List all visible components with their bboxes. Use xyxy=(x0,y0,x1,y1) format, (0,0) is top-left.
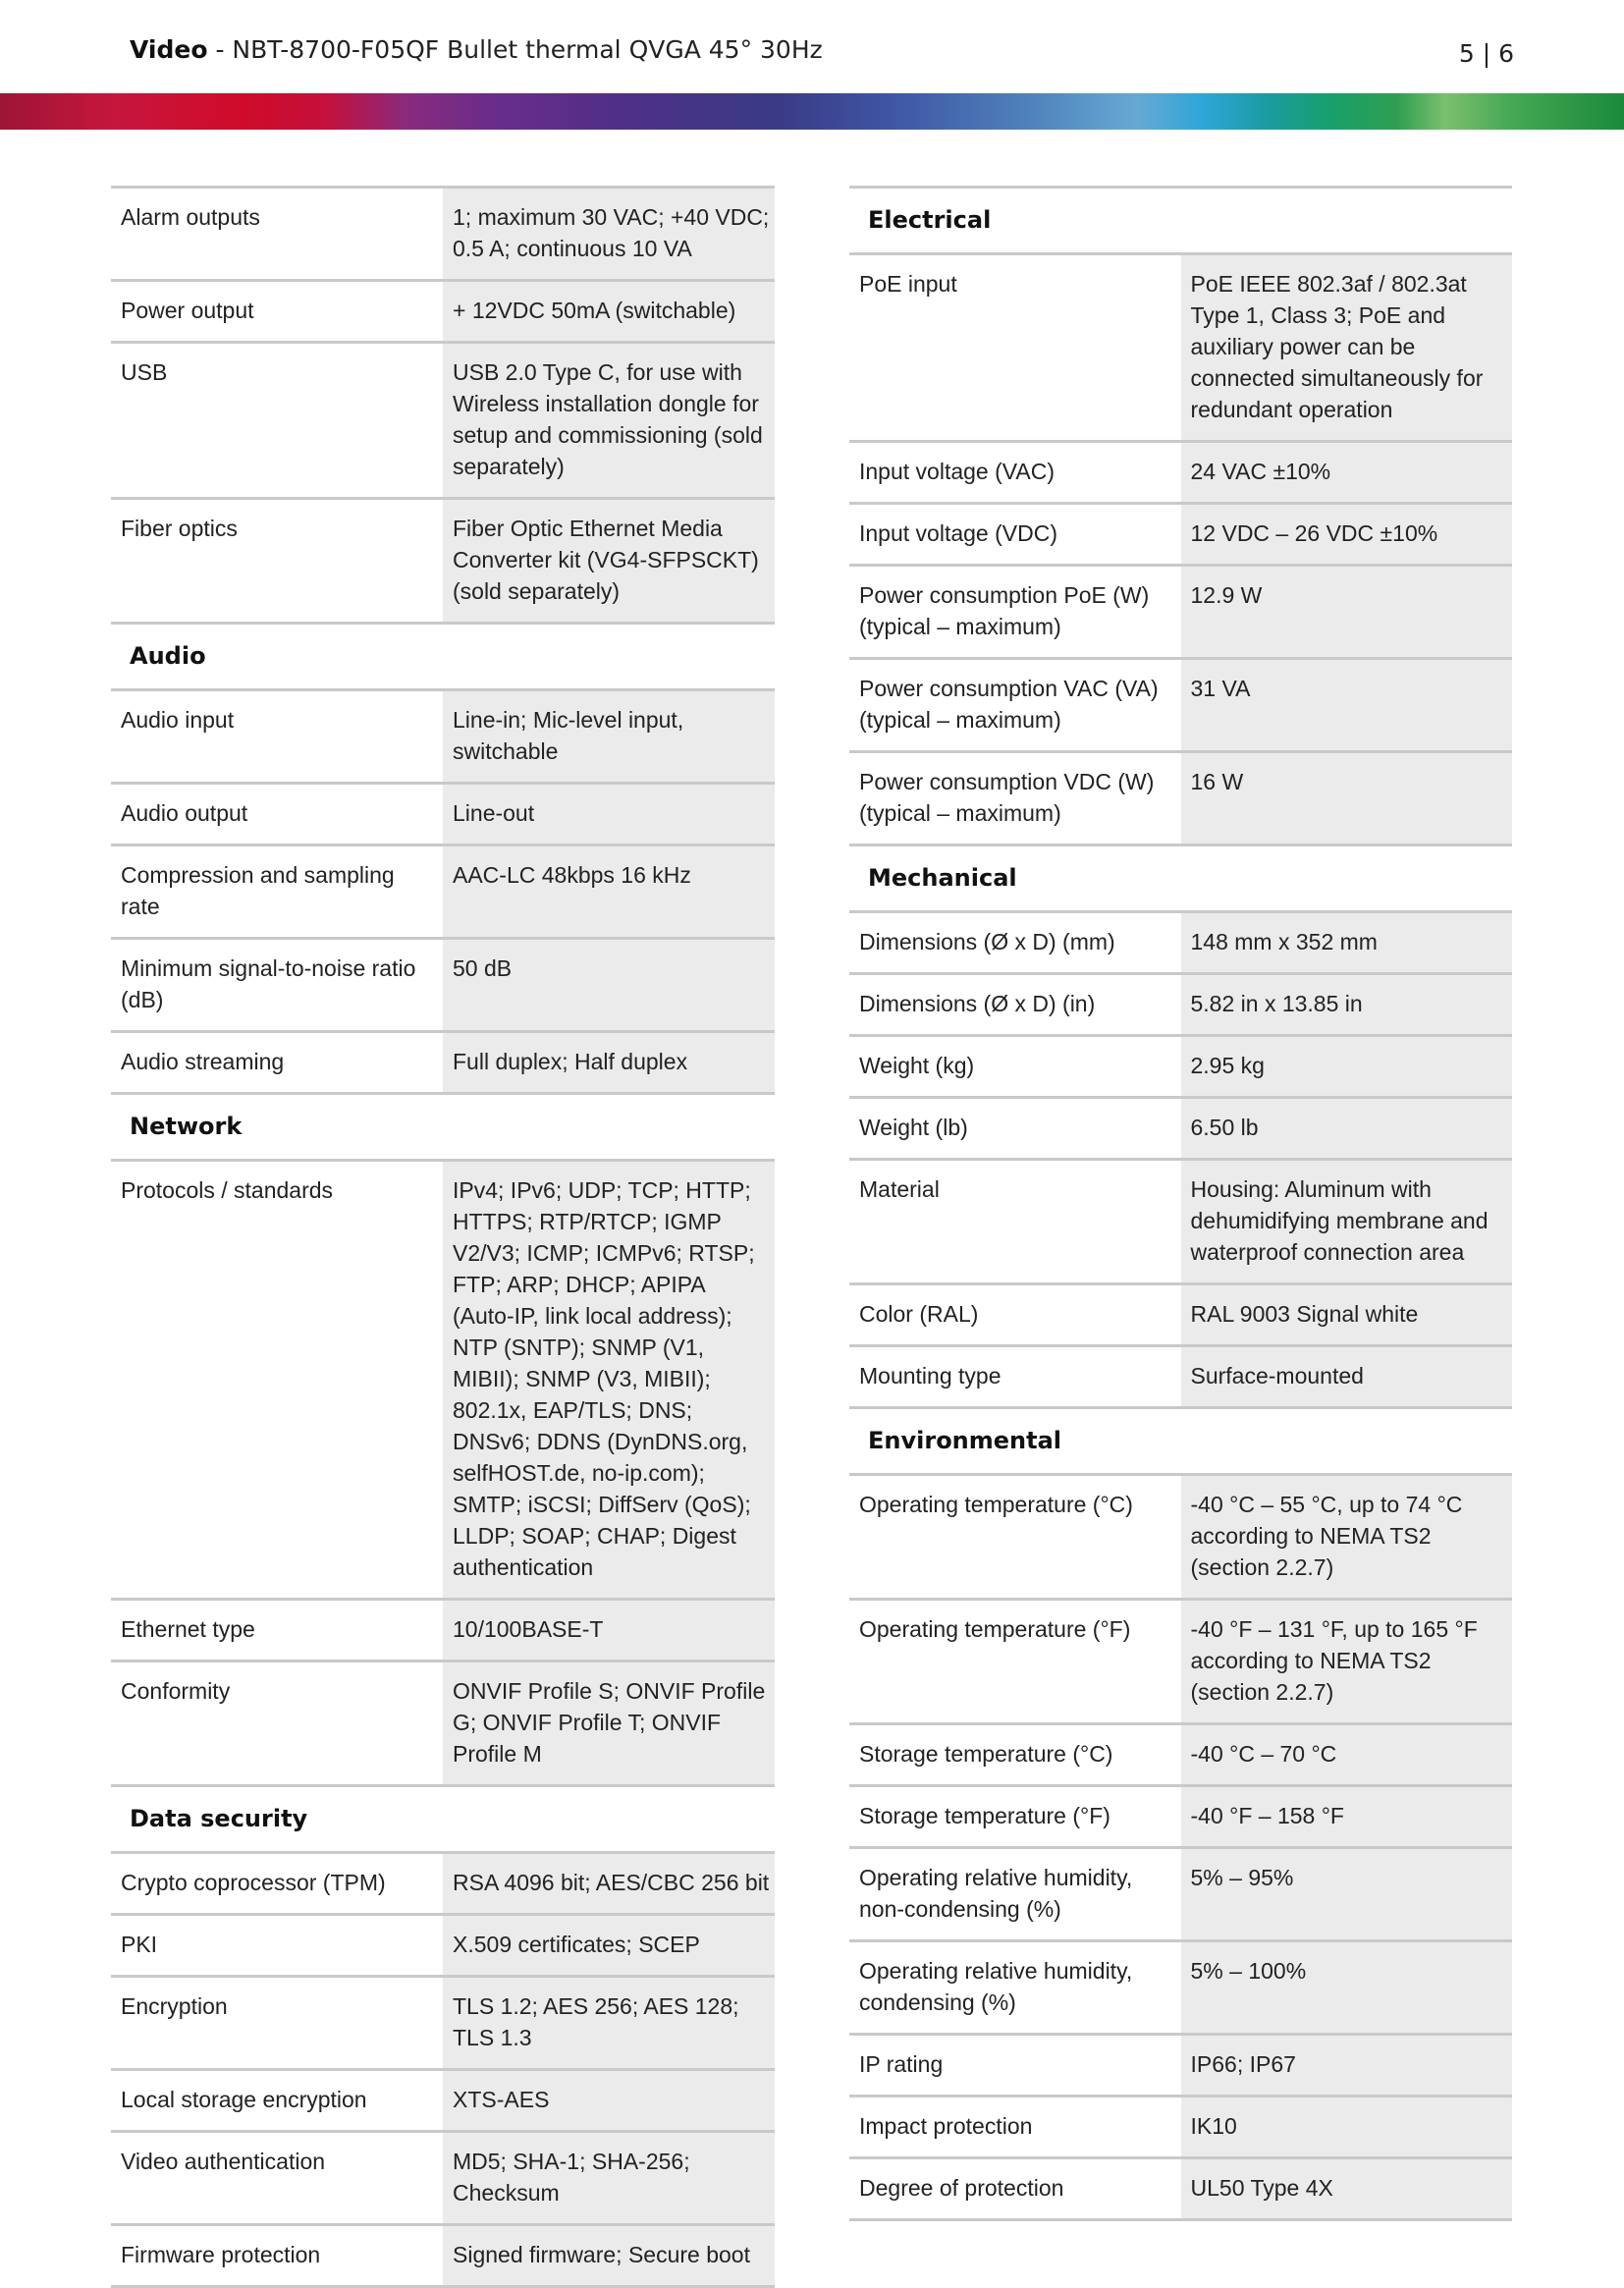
section-heading: Environmental xyxy=(849,1408,1512,1475)
spec-label: Audio output xyxy=(111,784,443,845)
right-spec-column xyxy=(849,186,1512,2221)
spec-label: USB xyxy=(111,343,443,499)
header-product-title: - NBT-8700-F05QF Bullet thermal QVGA 45° 30Hz xyxy=(207,35,823,64)
spec-label: Video authentication xyxy=(111,2132,443,2225)
spec-value: Full duplex; Half duplex xyxy=(443,1032,775,1094)
section-heading: Mechanical xyxy=(849,845,1512,912)
color-banner xyxy=(0,93,1624,130)
spec-label: Power consumption PoE (W) (typical – maximum) xyxy=(849,566,1181,659)
spec-label: Dimensions (Ø x D) (mm) xyxy=(849,912,1181,974)
spec-value: X.509 certificates; SCEP xyxy=(443,1915,775,1977)
spec-value: RSA 4096 bit; AES/CBC 256 bit xyxy=(443,1853,775,1915)
spec-value: 5% – 100% xyxy=(1181,1941,1513,2035)
spec-row xyxy=(849,2035,1512,2097)
spec-row xyxy=(849,1160,1512,1284)
spec-label: Conformity xyxy=(111,1662,443,1786)
spec-label: Fiber optics xyxy=(111,499,443,624)
spec-row xyxy=(849,566,1512,659)
spec-row xyxy=(111,281,775,343)
section-heading-row xyxy=(849,845,1512,912)
spec-row xyxy=(111,690,775,784)
spec-value: Line-in; Mic-level input, switchable xyxy=(443,690,775,784)
spec-value: -40 °C – 55 °C, up to 74 °C according to NEMA TS2 (section 2.2.7) xyxy=(1181,1475,1513,1600)
section-heading: Electrical xyxy=(849,188,1512,254)
spec-value: Surface-mounted xyxy=(1181,1346,1513,1408)
spec-value: IPv4; IPv6; UDP; TCP; HTTP; HTTPS; RTP/RTCP; IGMP V2/V3; ICMP; ICMPv6; RTSP; FTP; ARP; DHCP; APIPA (Auto-IP, link local address); NTP (SNTP); SNMP (V1, MIBII); SNMP (V3, MIBII); 802.1x, EAP/TLS; DNS; DNSv6; DDNS (DynDNS.org, selfHOST.de, no-ip.com); SMTP; iSCSI; DiffServ (QoS); LLDP; SOAP; CHAP; Digest authentication xyxy=(443,1161,775,1600)
spec-value: IK10 xyxy=(1181,2097,1513,2158)
spec-row xyxy=(111,1853,775,1915)
spec-row xyxy=(111,499,775,624)
spec-row xyxy=(111,343,775,499)
spec-row xyxy=(849,1848,1512,1941)
spec-value: IP66; IP67 xyxy=(1181,2035,1513,2097)
spec-row xyxy=(111,2225,775,2287)
spec-row xyxy=(849,1600,1512,1724)
spec-label: Storage temperature (°C) xyxy=(849,1724,1181,1786)
spec-value: Signed firmware; Secure boot xyxy=(443,2225,775,2287)
spec-row xyxy=(111,1600,775,1662)
right-spec-table xyxy=(849,186,1512,2221)
section-heading: Data security xyxy=(111,1786,775,1853)
spec-row xyxy=(111,1977,775,2070)
spec-label: Power consumption VDC (W) (typical – maximum) xyxy=(849,752,1181,845)
page-header-title xyxy=(130,35,823,64)
right-spec-table-body xyxy=(849,188,1512,2220)
spec-value: 148 mm x 352 mm xyxy=(1181,912,1513,974)
spec-row xyxy=(849,659,1512,752)
spec-value: 50 dB xyxy=(443,939,775,1032)
spec-row xyxy=(849,1475,1512,1600)
spec-label: IP rating xyxy=(849,2035,1181,2097)
spec-label: Compression and sampling rate xyxy=(111,845,443,939)
spec-value: -40 °F – 158 °F xyxy=(1181,1786,1513,1848)
spec-row xyxy=(111,1662,775,1786)
spec-label: Dimensions (Ø x D) (in) xyxy=(849,974,1181,1036)
spec-row xyxy=(849,1941,1512,2035)
spec-value: XTS-AES xyxy=(443,2070,775,2132)
spec-value: AAC-LC 48kbps 16 kHz xyxy=(443,845,775,939)
spec-value: ONVIF Profile S; ONVIF Profile G; ONVIF Profile T; ONVIF Profile M xyxy=(443,1662,775,1786)
spec-value: 16 W xyxy=(1181,752,1513,845)
section-heading: Network xyxy=(111,1094,775,1161)
spec-row xyxy=(849,912,1512,974)
spec-label: Power consumption VAC (VA) (typical – maximum) xyxy=(849,659,1181,752)
spec-label: Protocols / standards xyxy=(111,1161,443,1600)
spec-label: Impact protection xyxy=(849,2097,1181,2158)
spec-value: -40 °C – 70 °C xyxy=(1181,1724,1513,1786)
spec-value: 12 VDC – 26 VDC ±10% xyxy=(1181,504,1513,566)
spec-row xyxy=(111,1032,775,1094)
spec-row xyxy=(111,1161,775,1600)
section-heading-row xyxy=(111,1094,775,1161)
spec-row xyxy=(849,442,1512,504)
spec-row xyxy=(849,974,1512,1036)
spec-row xyxy=(111,845,775,939)
spec-row xyxy=(849,2158,1512,2220)
spec-value: 24 VAC ±10% xyxy=(1181,442,1513,504)
spec-value: PoE IEEE 802.3af / 802.3at Type 1, Class 3; PoE and auxiliary power can be connected simultaneously for redundant operation xyxy=(1181,254,1513,442)
spec-value: 12.9 W xyxy=(1181,566,1513,659)
spec-label: Firmware protection xyxy=(111,2225,443,2287)
spec-label: PKI xyxy=(111,1915,443,1977)
spec-value: + 12VDC 50mA (switchable) xyxy=(443,281,775,343)
spec-label: Material xyxy=(849,1160,1181,1284)
spec-row xyxy=(111,2132,775,2225)
spec-row xyxy=(849,1284,1512,1346)
spec-value: TLS 1.2; AES 256; AES 128; TLS 1.3 xyxy=(443,1977,775,2070)
spec-value: UL50 Type 4X xyxy=(1181,2158,1513,2220)
spec-row xyxy=(849,254,1512,442)
spec-value: 31 VA xyxy=(1181,659,1513,752)
spec-label: Storage temperature (°F) xyxy=(849,1786,1181,1848)
spec-label: PoE input xyxy=(849,254,1181,442)
spec-label: Power output xyxy=(111,281,443,343)
spec-value: 1; maximum 30 VAC; +40 VDC; 0.5 A; continuous 10 VA xyxy=(443,188,775,281)
spec-label: Crypto coprocessor (TPM) xyxy=(111,1853,443,1915)
spec-value: Housing: Aluminum with dehumidifying membrane and waterproof connection area xyxy=(1181,1160,1513,1284)
spec-value: 2.95 kg xyxy=(1181,1036,1513,1098)
spec-label: Input voltage (VDC) xyxy=(849,504,1181,566)
spec-label: Encryption xyxy=(111,1977,443,2070)
spec-row xyxy=(849,504,1512,566)
section-heading-row xyxy=(111,1786,775,1853)
spec-row xyxy=(849,1786,1512,1848)
left-spec-column xyxy=(111,186,775,2288)
spec-value: Line-out xyxy=(443,784,775,845)
section-heading: Audio xyxy=(111,624,775,690)
section-heading-row xyxy=(849,188,1512,254)
spec-label: Minimum signal-to-noise ratio (dB) xyxy=(111,939,443,1032)
spec-value: 5% – 95% xyxy=(1181,1848,1513,1941)
spec-value: Fiber Optic Ethernet Media Converter kit (VG4-SFPSCKT) (sold separately) xyxy=(443,499,775,624)
spec-value: USB 2.0 Type C, for use with Wireless installation dongle for setup and commissioning (sold separately) xyxy=(443,343,775,499)
section-heading-row xyxy=(849,1408,1512,1475)
page-number: 5 | 6 xyxy=(1458,39,1514,68)
spec-row xyxy=(111,784,775,845)
header-category: Video xyxy=(130,35,208,64)
spec-label: Ethernet type xyxy=(111,1600,443,1662)
left-spec-table xyxy=(111,186,775,2288)
section-heading-row xyxy=(111,624,775,690)
spec-row xyxy=(849,1724,1512,1786)
spec-label: Local storage encryption xyxy=(111,2070,443,2132)
spec-label: Degree of protection xyxy=(849,2158,1181,2220)
spec-value: RAL 9003 Signal white xyxy=(1181,1284,1513,1346)
spec-label: Alarm outputs xyxy=(111,188,443,281)
spec-value: MD5; SHA-1; SHA-256; Checksum xyxy=(443,2132,775,2225)
spec-label: Operating relative humidity, non-condensing (%) xyxy=(849,1848,1181,1941)
spec-row xyxy=(111,939,775,1032)
left-spec-table-body xyxy=(111,188,775,2287)
spec-row xyxy=(849,2097,1512,2158)
spec-row xyxy=(111,188,775,281)
spec-label: Audio streaming xyxy=(111,1032,443,1094)
spec-row xyxy=(849,1098,1512,1160)
spec-label: Input voltage (VAC) xyxy=(849,442,1181,504)
spec-row xyxy=(849,1036,1512,1098)
spec-label: Mounting type xyxy=(849,1346,1181,1408)
spec-label: Color (RAL) xyxy=(849,1284,1181,1346)
spec-row xyxy=(849,752,1512,845)
spec-label: Weight (kg) xyxy=(849,1036,1181,1098)
spec-label: Weight (lb) xyxy=(849,1098,1181,1160)
spec-label: Audio input xyxy=(111,690,443,784)
spec-value: 10/100BASE-T xyxy=(443,1600,775,1662)
spec-label: Operating relative humidity, condensing (%) xyxy=(849,1941,1181,2035)
spec-value: 6.50 lb xyxy=(1181,1098,1513,1160)
spec-row xyxy=(111,2070,775,2132)
spec-row xyxy=(111,1915,775,1977)
spec-value: -40 °F – 131 °F, up to 165 °F according to NEMA TS2 (section 2.2.7) xyxy=(1181,1600,1513,1724)
spec-label: Operating temperature (°C) xyxy=(849,1475,1181,1600)
spec-row xyxy=(849,1346,1512,1408)
spec-label: Operating temperature (°F) xyxy=(849,1600,1181,1724)
spec-value: 5.82 in x 13.85 in xyxy=(1181,974,1513,1036)
